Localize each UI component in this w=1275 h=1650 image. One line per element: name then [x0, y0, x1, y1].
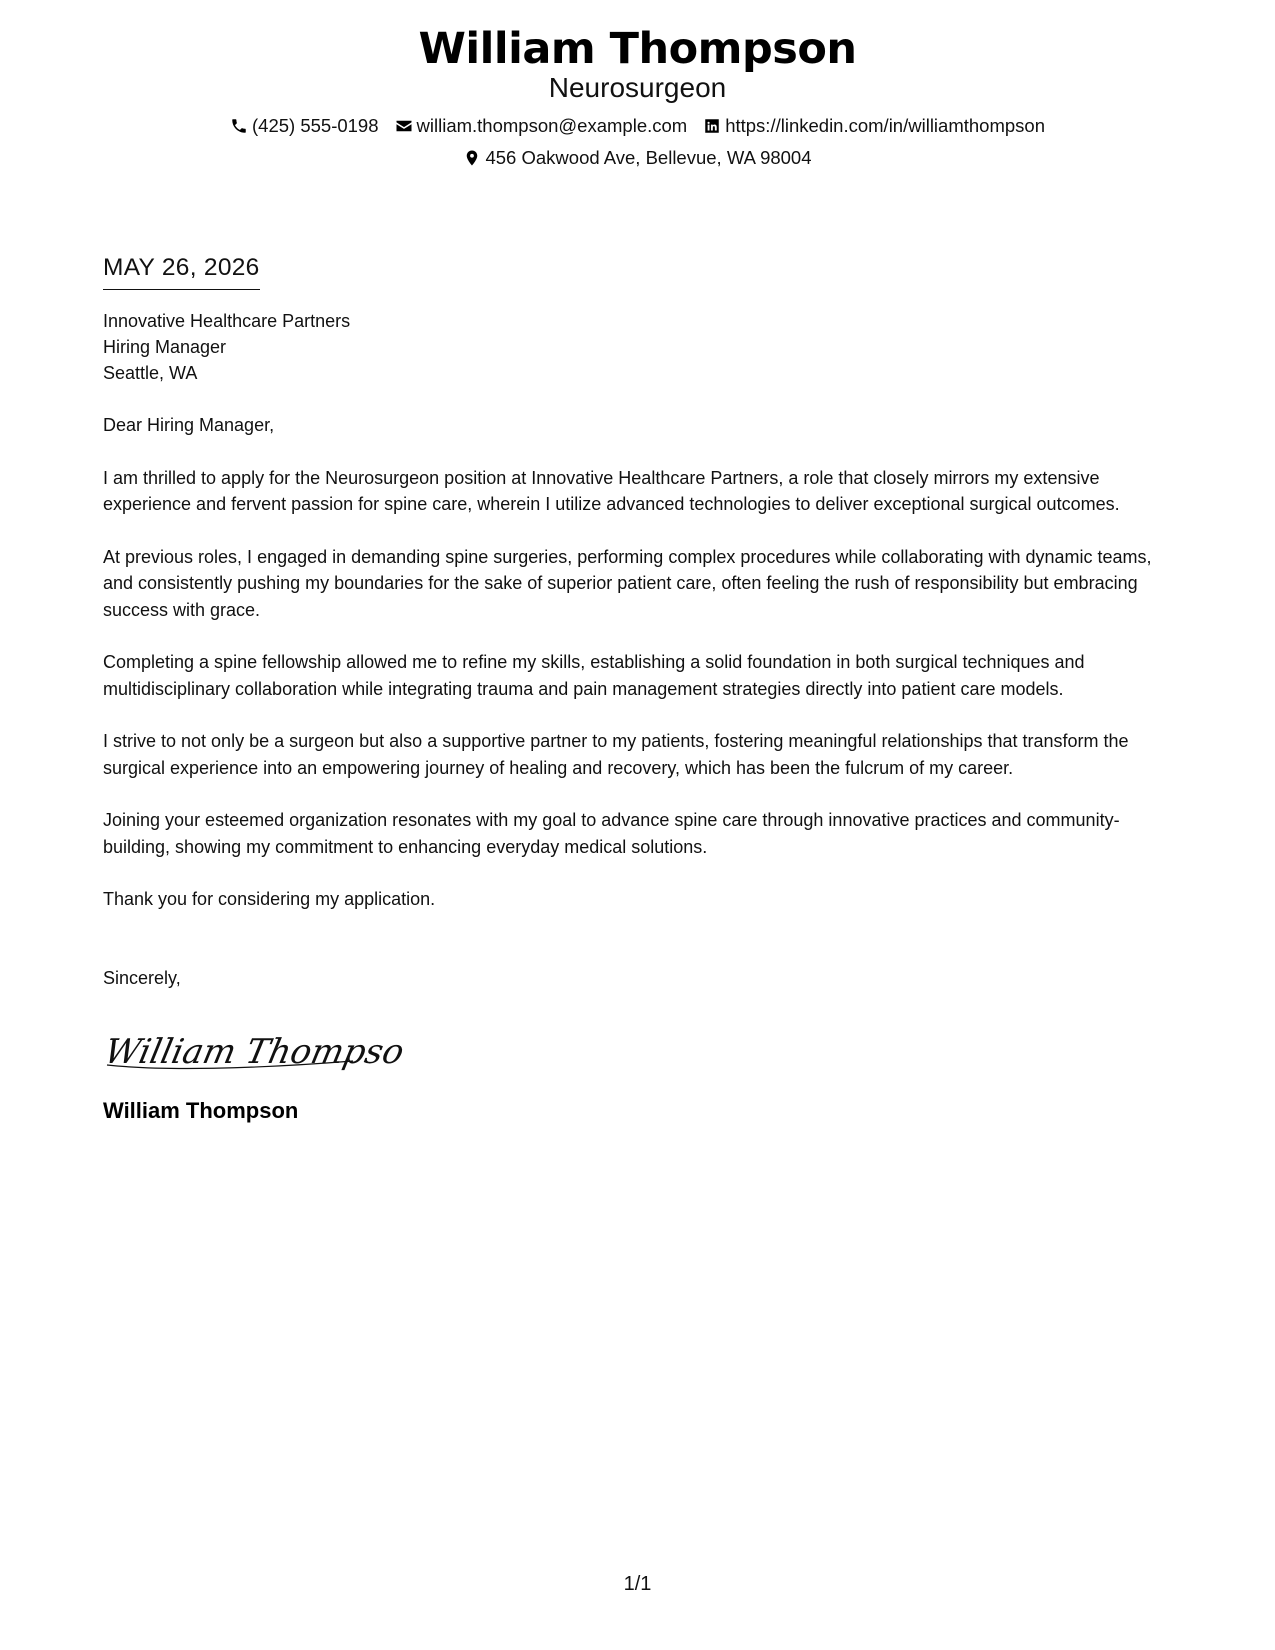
- sender-name: William Thompson: [418, 24, 857, 74]
- salutation: Dear Hiring Manager,: [103, 415, 275, 435]
- paragraph: Completing a spine fellowship allowed me to refine my skills, establishing a solid foundation in both surgical techniques and multidisciplinary collaboration while integrating trauma and pain management strategies directly into patient care models.: [103, 652, 1085, 699]
- paragraph: I am thrilled to apply for the Neurosurgeon position at Innovative Healthcare Partners, a role that closely mirrors my extensive experience and fervent passion for spine care, wherein I utilize advanced technologies to deliver exceptional surgical outcomes.: [103, 467, 1120, 514]
- contact-linkedin[interactable]: [703, 114, 1045, 138]
- recipient-location: Seattle, WA: [103, 363, 198, 383]
- recipient-company: Innovative Healthcare Partners: [103, 311, 351, 331]
- phone-text: (425) 555-0198: [252, 115, 379, 136]
- letter-date: MAY 26, 2026: [103, 253, 260, 290]
- phone-icon: [230, 117, 248, 135]
- contact-row: [0, 114, 1275, 138]
- closing: Sincerely,: [103, 967, 181, 988]
- signer-name: William Thompson: [103, 1098, 299, 1123]
- recipient-role: Hiring Manager: [103, 337, 227, 357]
- recipient-block: [103, 308, 1183, 386]
- page-number: 1/1: [623, 1573, 652, 1595]
- contact-email[interactable]: [395, 114, 688, 138]
- letter-header: [0, 22, 1275, 170]
- contact-phone[interactable]: [230, 114, 379, 138]
- email-text: william.thompson@example.com: [416, 115, 688, 136]
- linkedin-icon: [703, 117, 721, 135]
- address-row: [0, 146, 1275, 170]
- letter-body: [103, 253, 1183, 1125]
- envelope-icon: [395, 117, 413, 135]
- signature-glyphs: William Thompso: [101, 1032, 408, 1072]
- sender-title: Neurosurgeon: [548, 72, 727, 103]
- paragraph: At previous roles, I engaged in demanding spine surgeries, performing complex procedures while collaborating with dynamic teams, and consistently pushing my boundaries for the sake of superior patient care, often feeling the rush of responsibility but embracing success with grace.: [103, 546, 1152, 620]
- handwritten-signature: [103, 1025, 1183, 1077]
- paragraph: Joining your esteemed organization resonates with my goal to advance spine care through innovative practices and community-building, showing my commitment to enhancing everyday medical solutions.: [103, 810, 1120, 857]
- linkedin-text: https://linkedin.com/in/williamthompson: [725, 115, 1045, 136]
- contact-address: [463, 146, 811, 170]
- paragraph: I strive to not only be a surgeon but also a supportive partner to my patients, fostering meaningful relationships that transform the surgical experience into an empowering journey of healing and recovery, which has been the fulcrum of my career.: [103, 731, 1129, 778]
- map-marker-icon: [463, 149, 481, 167]
- signature-image: [101, 1025, 408, 1077]
- address-text: 456 Oakwood Ave, Bellevue, WA 98004: [485, 147, 812, 168]
- paragraph: Thank you for considering my application.: [103, 889, 436, 909]
